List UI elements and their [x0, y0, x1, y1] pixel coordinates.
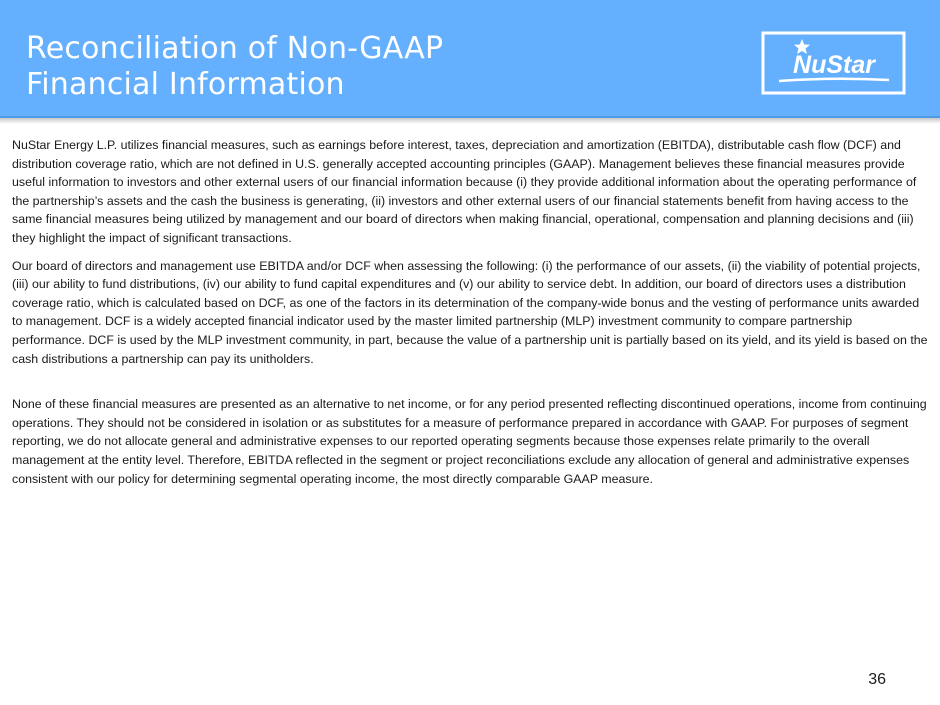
header-shadow [0, 118, 940, 124]
nustar-logo [761, 31, 906, 95]
paragraph-ebitda-dcf-definition: NuStar Energy L.P. utilizes financial measures, such as earnings before interest, taxes, depreciation and amortization (EBITDA), distributable cash flow (DCF) and distribution coverage ratio, which are not defined in U.S. generally accepted accounting principles (GAAP). Management believes these financial measures provide useful information to investors and other external users of our financial information because (i) they provide additional information about the operating performance of the partnership’s assets and the cash the business is generating, (ii) investors and other external users of our financial statements benefit from having access to the same financial measures being utilized by management and our board of directors when making financial, operational, compensation and planning decisions and (iii) they highlight the impact of significant transactions. [12, 138, 917, 245]
paragraph-board-usage: Our board of directors and management use EBITDA and/or DCF when assessing the following: (i) the performance of our assets, (ii) the viability of potential projects, (iii) our ability to fund distributions, (iv) our ability to fund capital expenditures and (v) our ability to service debt. In addition, our board of directors uses a distribution coverage ratio, which is calculated based on DCF, as one of the factors in its determination of the company-wide bonus and the vesting of performance units awarded to management. DCF is a widely accepted financial indicator used by the master limited partnership (MLP) investment community to compare partnership performance. DCF is used by the MLP investment community, in part, because the value of a partnership unit is partially based on its yield, and its yield is based on the cash distributions a partnership can pay its unitholders. [12, 258, 928, 366]
page-number: 36 [868, 671, 886, 688]
title-line-1: Reconciliation of Non-GAAP [26, 31, 444, 66]
paragraph-gaap-disclaimer: None of these financial measures are presented as an alternative to net income, or for any period presented reflecting discontinued operations, income from continuing operations. They should not be considered in isolation or as substitutes for a measure of performance prepared in accordance with GAAP. For purposes of segment reporting, we do not allocate general and administrative expenses to our reported operating segments because those expenses relate primarily to the overall management at the entity level. Therefore, EBITDA reflected in the segment or project reconciliations exclude any allocation of general and administrative expenses consistent with our policy for determining segmental operating income, the most directly comparable GAAP measure. [12, 397, 927, 486]
header-bar [0, 0, 940, 118]
logo-swoosh [779, 79, 889, 81]
body-text [12, 136, 928, 497]
logo-text: NuStar [793, 51, 875, 79]
title-line-2: Financial Information [26, 67, 345, 102]
slide-title [26, 31, 666, 103]
